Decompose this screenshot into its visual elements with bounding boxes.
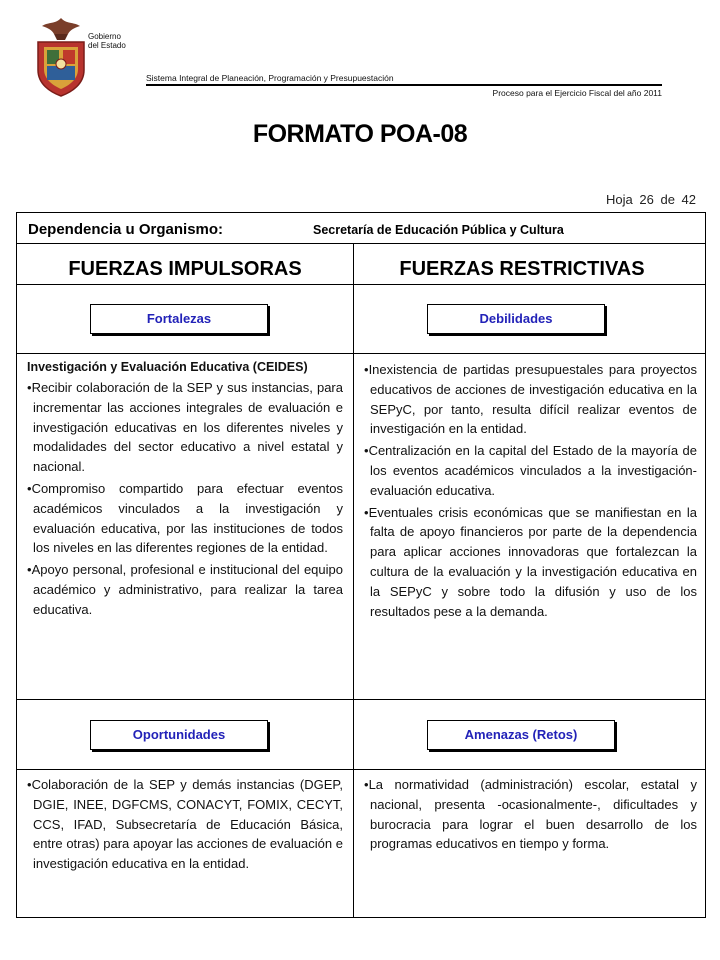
column-divider <box>353 243 354 918</box>
table-divider <box>17 353 705 354</box>
fuerzas-impulsoras-header: FUERZAS IMPULSORAS <box>68 258 302 280</box>
fortalezas-label: Fortalezas <box>90 304 268 334</box>
fortalezas-content <box>27 358 343 620</box>
system-name: Sistema Integral de Planeación, Programación y Presupuestación <box>146 73 394 83</box>
fuerzas-restrictivas-header: FUERZAS RESTRICTIVAS <box>399 258 645 280</box>
amenazas-content <box>364 773 697 854</box>
table-divider <box>17 243 705 244</box>
table-divider <box>17 284 705 285</box>
list-item: • Inexistencia de partidas presupuestales para proyectos educativos de acciones de investigación educativa en la SEPyC, por tanto, resulta difícil realizar eventos de investigación en la entidad. <box>364 360 697 439</box>
dependencia-label: Dependencia u Organismo: <box>28 221 224 238</box>
debilidades-content <box>364 358 697 621</box>
dependencia-value: Secretaría de Educación Pública y Cultura <box>313 223 564 237</box>
list-item: • Centralización en la capital del Estado de la mayoría de los eventos académicos vinculados a la investigación-evaluación educativa. <box>364 441 697 500</box>
oportunidades-content <box>27 773 343 874</box>
table-divider <box>17 699 705 700</box>
gobierno-label <box>88 32 126 50</box>
fiscal-process: Proceso para el Ejercicio Fiscal del año 2011 <box>492 88 662 98</box>
gobierno-line-2: del Estado <box>88 41 126 50</box>
header-rule <box>146 84 662 86</box>
page-number: Hoja 26 de 42 <box>606 192 696 207</box>
poa-table <box>16 212 706 918</box>
table-divider <box>17 769 705 770</box>
list-item: • La normatividad (administración) escolar, estatal y nacional, presenta -ocasionalmente-, dificultades y burocracia para lograr el buen desarrollo de los programas educativos en tiempo y forma. <box>364 775 697 854</box>
list-item: • Colaboración de la SEP y demás instancias (DGEP, DGIE, INEE, DGFCMS, CONACYT, FOMIX, CECYT, CCS, IFAD, Subsecretaría de Educación Básica, entre otras) para apoyar las acciones de evaluación e investigación educativa en la entidad. <box>27 775 343 874</box>
gobierno-line-1: Gobierno <box>88 32 121 41</box>
debilidades-label: Debilidades <box>427 304 605 334</box>
state-coat-of-arms-icon <box>30 14 92 100</box>
fortalezas-subtitle: Investigación y Evaluación Educativa (CEIDES) <box>27 360 308 374</box>
list-item: • Compromiso compartido para efectuar eventos académicos vinculados a la investigación y evaluación educativa, por las instituciones de todos los niveles en las diferentes regiones de la entidad. <box>27 479 343 558</box>
list-item: • Recibir colaboración de la SEP y sus instancias, para incrementar las acciones integrales de evaluación e investigación educativas en los diferentes niveles y modalidades del sector educativo a nivel estatal y nacional. <box>27 378 343 477</box>
oportunidades-label: Oportunidades <box>90 720 268 750</box>
list-item: • Apoyo personal, profesional e institucional del equipo académico y administrativo, para realizar la tarea educativa. <box>27 560 343 619</box>
amenazas-label: Amenazas (Retos) <box>427 720 615 750</box>
list-item: • Eventuales crisis económicas que se manifiestan en la falta de apoyo financieros por parte de la dependencia para aplicar acciones innovadoras que fortalezcan la cultura de la evaluación y la investigación educativa en la SEPyC y sobre todo la difusión y uso de los resultados pese a la demanda. <box>364 503 697 622</box>
page-title: FORMATO POA-08 <box>252 120 468 148</box>
